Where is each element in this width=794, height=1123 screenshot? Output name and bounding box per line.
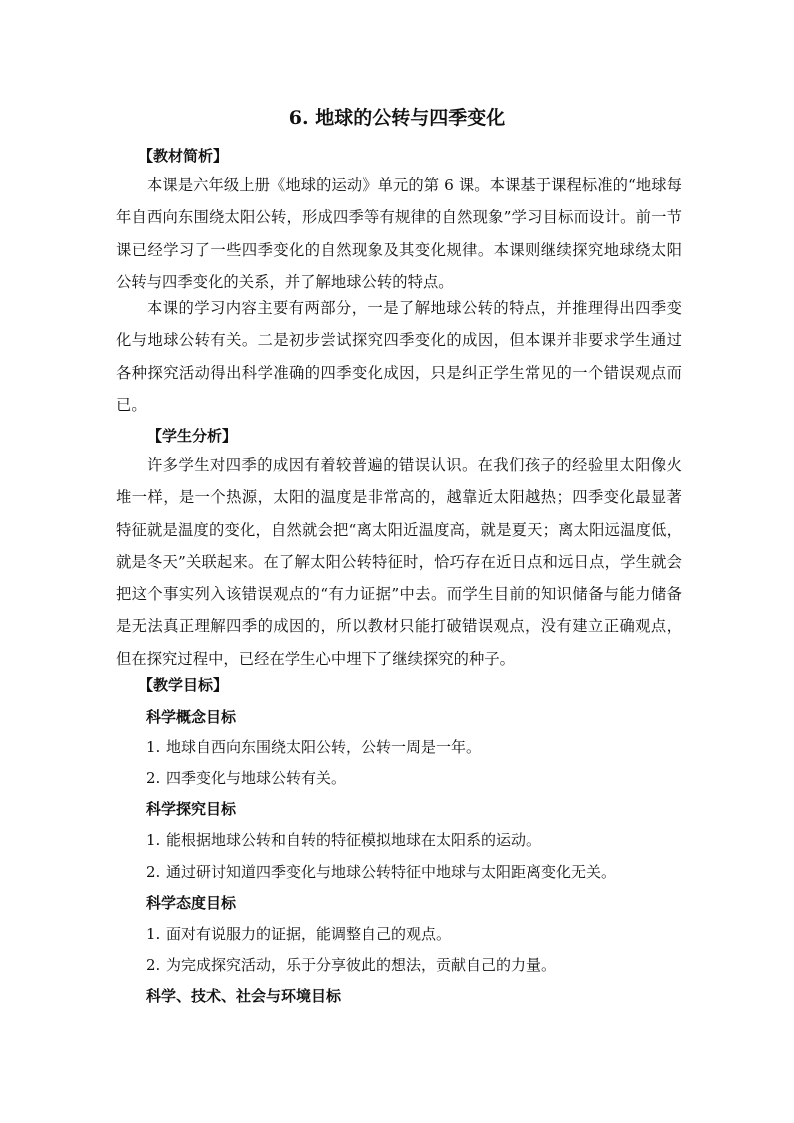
document-title: 6. 地球的公转与四季变化 <box>288 107 506 129</box>
goal-subheading-inquiry: 科学探究目标 <box>146 800 237 818</box>
list-item: 2. 四季变化与地球公转有关。 <box>146 769 347 787</box>
paragraph-students-1: 许多学生对四季的成因有着较普遍的错误认识。在我们孩子的经验里太阳像火堆一样，是一个热源，太阳的温度是非常高的，越靠近太阳越热；四季变化最显著特征就是温度的变化，自然就会把“离太阳近温度高，就是夏天；离太阳远温度低，就是冬天”关联起来。在了解太阳公转特征时，恰巧存在近日点和远日点，学生就会把这个事实列入该错误观点的“有力证据”中去。而学生目前的知识储备与能力储备是无法真正理解四季的成因的，所以教材只能打破错误观点，没有建立正确观点，但在探究过程中，已经在学生心中埋下了继续探究的种子。 <box>116 456 682 668</box>
section-heading-students: 【学生分析】 <box>147 427 238 445</box>
paragraph-textbook-2: 本课的学习内容主要有两部分，一是了解地球公转的特点，并推理得出四季变化与地球公转有关。二是初步尝试探究四季变化的成因，但本课并非要求学生通过各种探究活动得出科学准确的四季变化成因，只是纠正学生常见的一个错误观点而已。 <box>116 299 682 414</box>
list-item: 2. 通过研讨知道四季变化与地球公转特征中地球与太阳距离变化无关。 <box>146 863 617 881</box>
list-item: 1. 地球自西向东围绕太阳公转，公转一周是一年。 <box>146 738 482 756</box>
section-heading-textbook: 【教材简析】 <box>138 147 229 165</box>
goal-subheading-attitude: 科学态度目标 <box>146 894 237 912</box>
goal-subheading-concept: 科学概念目标 <box>146 708 237 726</box>
section-heading-goals: 【教学目标】 <box>138 676 229 694</box>
list-item: 2. 为完成探究活动，乐于分享彼此的想法，贡献自己的力量。 <box>146 956 557 974</box>
list-item: 1. 面对有说服力的证据，能调整自己的观点。 <box>146 925 452 943</box>
list-item: 1. 能根据地球公转和自转的特征模拟地球在太阳系的运动。 <box>146 831 542 849</box>
goal-subheading-stse: 科学、技术、社会与环境目标 <box>146 987 342 1005</box>
paragraph-textbook-1: 本课是六年级上册《地球的运动》单元的第 6 课。本课基于课程标准的“地球每年自西向东围绕太阳公转，形成四季等有规律的自然现象”学习目标而设计。前一节课已经学习了一些四季变化的自然现象及其变化规律。本课则继续探究地球绕太阳公转与四季变化的关系，并了解地球公转的特点。 <box>116 176 682 291</box>
